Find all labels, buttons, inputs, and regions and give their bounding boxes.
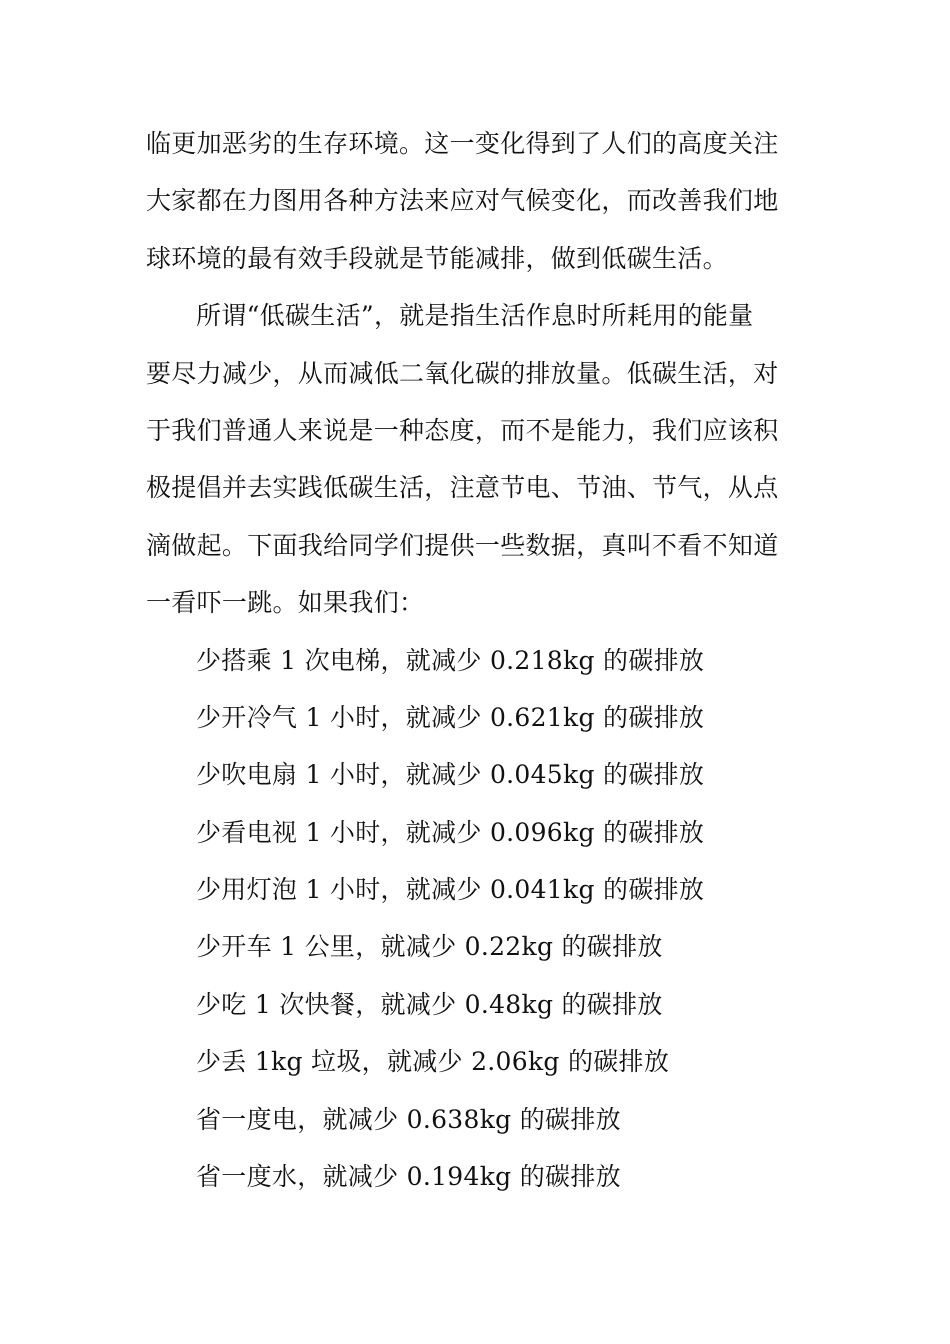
list-item: 少吹电扇 1 小时，就减少 0.045kg 的碳排放 <box>196 760 705 790</box>
list-item: 少搭乘 1 次电梯，就减少 0.218kg 的碳排放 <box>196 645 705 675</box>
list-item: 少开冷气 1 小时，就减少 0.621kg 的碳排放 <box>196 702 705 732</box>
carbon-savings-list <box>146 632 816 1206</box>
paragraph-line: 要尽力减少，从而减低二氧化碳的排放量。低碳生活，对 <box>146 358 779 388</box>
list-item: 省一度电，就减少 0.638kg 的碳排放 <box>196 1104 621 1134</box>
paragraph-climate-change <box>146 115 816 287</box>
list-item: 少用灯泡 1 小时，就减少 0.041kg 的碳排放 <box>196 875 705 905</box>
paragraph-line: 大家都在力图用各种方法来应对气候变化，而改善我们地 <box>146 186 779 216</box>
paragraph-low-carbon-life <box>146 287 816 631</box>
paragraph-line: 球环境的最有效手段就是节能减排，做到低碳生活。 <box>146 243 728 273</box>
paragraph-line: 极提倡并去实践低碳生活，注意节电、节油、节气，从点 <box>146 473 779 503</box>
paragraph-line: 一看吓一跳。如果我们： <box>146 588 425 618</box>
list-item: 少吃 1 次快餐，就减少 0.48kg 的碳排放 <box>196 989 663 1019</box>
paragraph-line: 滴做起。下面我给同学们提供一些数据，真叫不看不知道 <box>146 530 779 560</box>
list-item: 省一度水，就减少 0.194kg 的碳排放 <box>196 1162 621 1192</box>
list-item: 少丢 1kg 垃圾，就减少 2.06kg 的碳排放 <box>196 1047 670 1077</box>
paragraph-line: 临更加恶劣的生存环境。这一变化得到了人们的高度关注 <box>146 129 779 158</box>
paragraph-line: 于我们普通人来说是一种态度，而不是能力，我们应该积 <box>146 415 779 445</box>
paragraph-line: 所谓“低碳生活”，就是指生活作息时所耗用的能量 <box>196 301 754 331</box>
list-item: 少看电视 1 小时，就减少 0.096kg 的碳排放 <box>196 817 705 847</box>
list-item: 少开车 1 公里，就减少 0.22kg 的碳排放 <box>196 932 663 962</box>
document-body <box>146 115 816 1205</box>
